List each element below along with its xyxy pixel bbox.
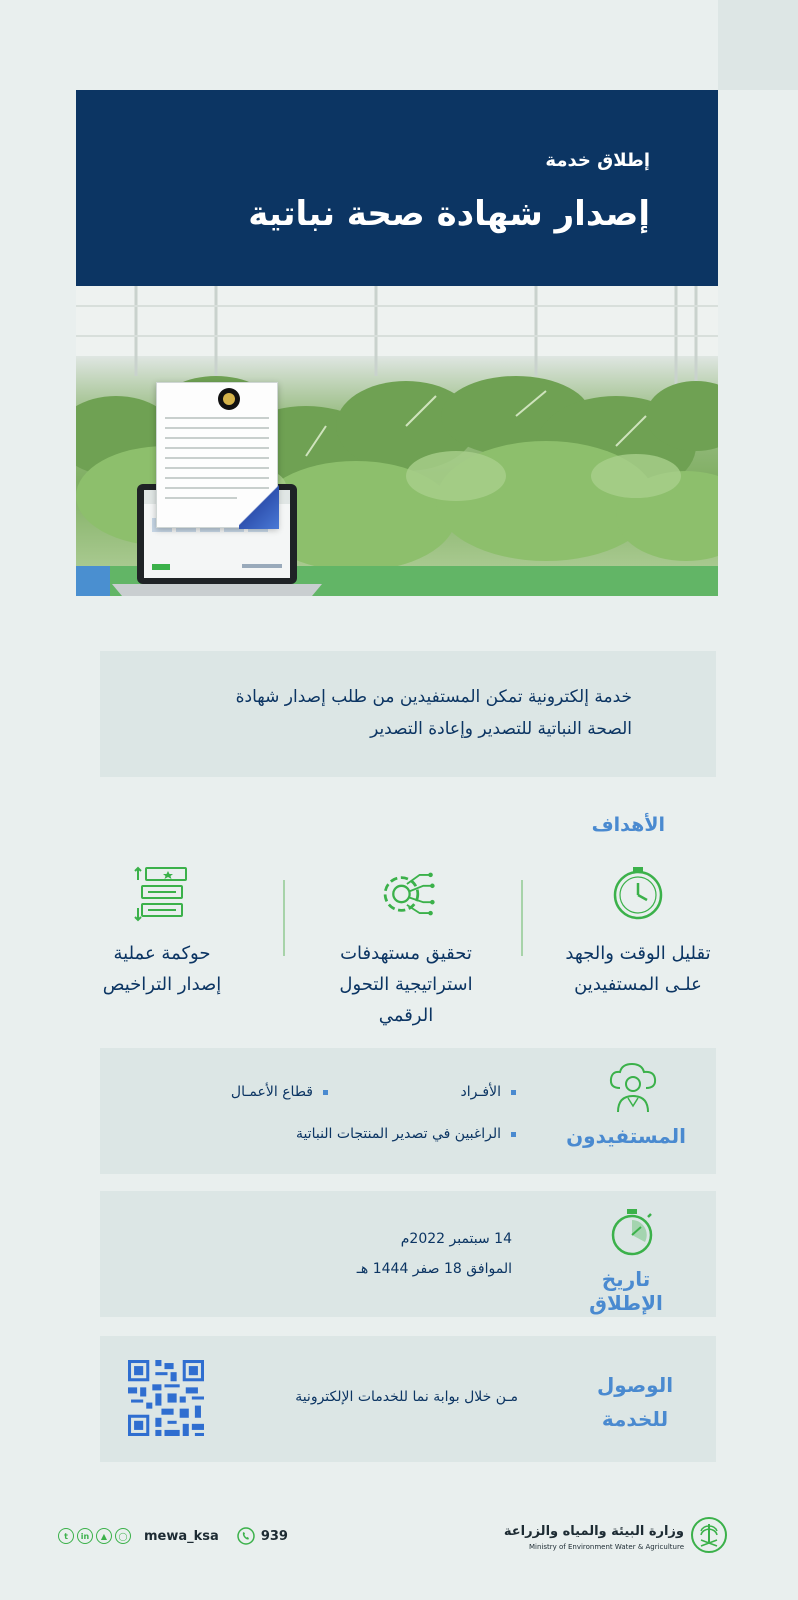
intro-text: [172, 681, 632, 745]
goal-item: [538, 864, 738, 1000]
phone-number[interactable]: 939: [260, 1528, 288, 1544]
beneficiary-item: الأفـراد: [460, 1084, 516, 1100]
launch-date-panel: [100, 1191, 716, 1317]
intro-line-1: خدمة إلكترونية تمكن المستفيدين من طلب إصدار شهادة: [235, 687, 632, 707]
goals-divider: [521, 880, 523, 956]
goal-3-line-1: حوكمة عملية: [113, 943, 211, 964]
goal-2-line-3: الرقمي: [378, 1005, 434, 1026]
beneficiaries-panel: [100, 1048, 716, 1174]
goal-item: [306, 864, 506, 1031]
page-curl: [239, 483, 279, 529]
twitter-icon[interactable]: t: [58, 1528, 74, 1544]
person-cloud-icon: [606, 1062, 660, 1114]
qr-code-icon[interactable]: [128, 1360, 204, 1436]
footer-contact: [58, 1525, 288, 1547]
corner-decoration: [718, 0, 798, 90]
beneficiary-item: قطاع الأعمـال: [231, 1084, 328, 1100]
goals-divider: [283, 880, 285, 956]
access-title-line-1: الوصول: [596, 1373, 674, 1397]
access-title-line-2: للخدمة: [601, 1407, 669, 1431]
ministry-logo-icon: [690, 1516, 728, 1554]
intro-line-2: الصحة النباتية للتصدير وإعادة التصدير: [370, 719, 632, 739]
service-access-panel: [100, 1336, 716, 1462]
launch-date-gregorian: 14 سبتمبر 2022م: [400, 1231, 512, 1247]
instagram-icon[interactable]: ◯: [115, 1528, 131, 1544]
goal-2-line-1: تحقيق مستهدفات: [340, 943, 472, 964]
launch-date-title: تاريخ الإطلاق: [589, 1267, 663, 1315]
blue-accent-strip: [76, 566, 110, 596]
social-handle[interactable]: mewa_ksa: [144, 1528, 219, 1544]
certificate-seal-icon: [217, 387, 241, 411]
hero-kicker: إطلاق خدمة: [545, 150, 650, 171]
goal-item: [62, 864, 262, 1000]
intro-panel: [100, 651, 716, 777]
goal-1-line-1: تقليل الوقت والجهد: [565, 943, 711, 964]
plant-health-certificate-image: [156, 382, 278, 528]
gear-circuit-icon: [373, 864, 439, 924]
timer-icon: [608, 1207, 656, 1257]
goals-heading: الأهداف: [591, 814, 665, 836]
ministry-name-en: Ministry of Environment Water & Agriculture: [529, 1543, 684, 1551]
phone-icon: [237, 1527, 255, 1545]
goal-3-line-2: إصدار التراخيص: [102, 974, 222, 995]
linkedin-icon[interactable]: in: [77, 1528, 93, 1544]
launch-date-hijri: الموافق 18 صفر 1444 هـ: [356, 1261, 512, 1277]
license-form-icon: [132, 864, 192, 924]
goal-1-line-2: علـى المستفيدين: [574, 974, 702, 995]
ministry-name-ar: وزارة البيئة والمياه والزراعة: [503, 1524, 684, 1539]
beneficiary-item: الراغبين في تصدير المنتجات النباتية: [296, 1126, 516, 1142]
hero-banner: [76, 90, 718, 286]
stopwatch-icon: [608, 864, 668, 924]
goal-2-line-2: استراتيجية التحول: [339, 974, 473, 995]
page-title: إصدار شهادة صحة نباتية: [248, 194, 650, 234]
beneficiaries-title: المستفيدون: [566, 1124, 686, 1148]
snapchat-icon[interactable]: ▲: [96, 1528, 112, 1544]
service-access-title: [590, 1368, 680, 1436]
service-access-text: مـن خلال بوابة نما للخدمات الإلكترونية: [295, 1389, 518, 1405]
